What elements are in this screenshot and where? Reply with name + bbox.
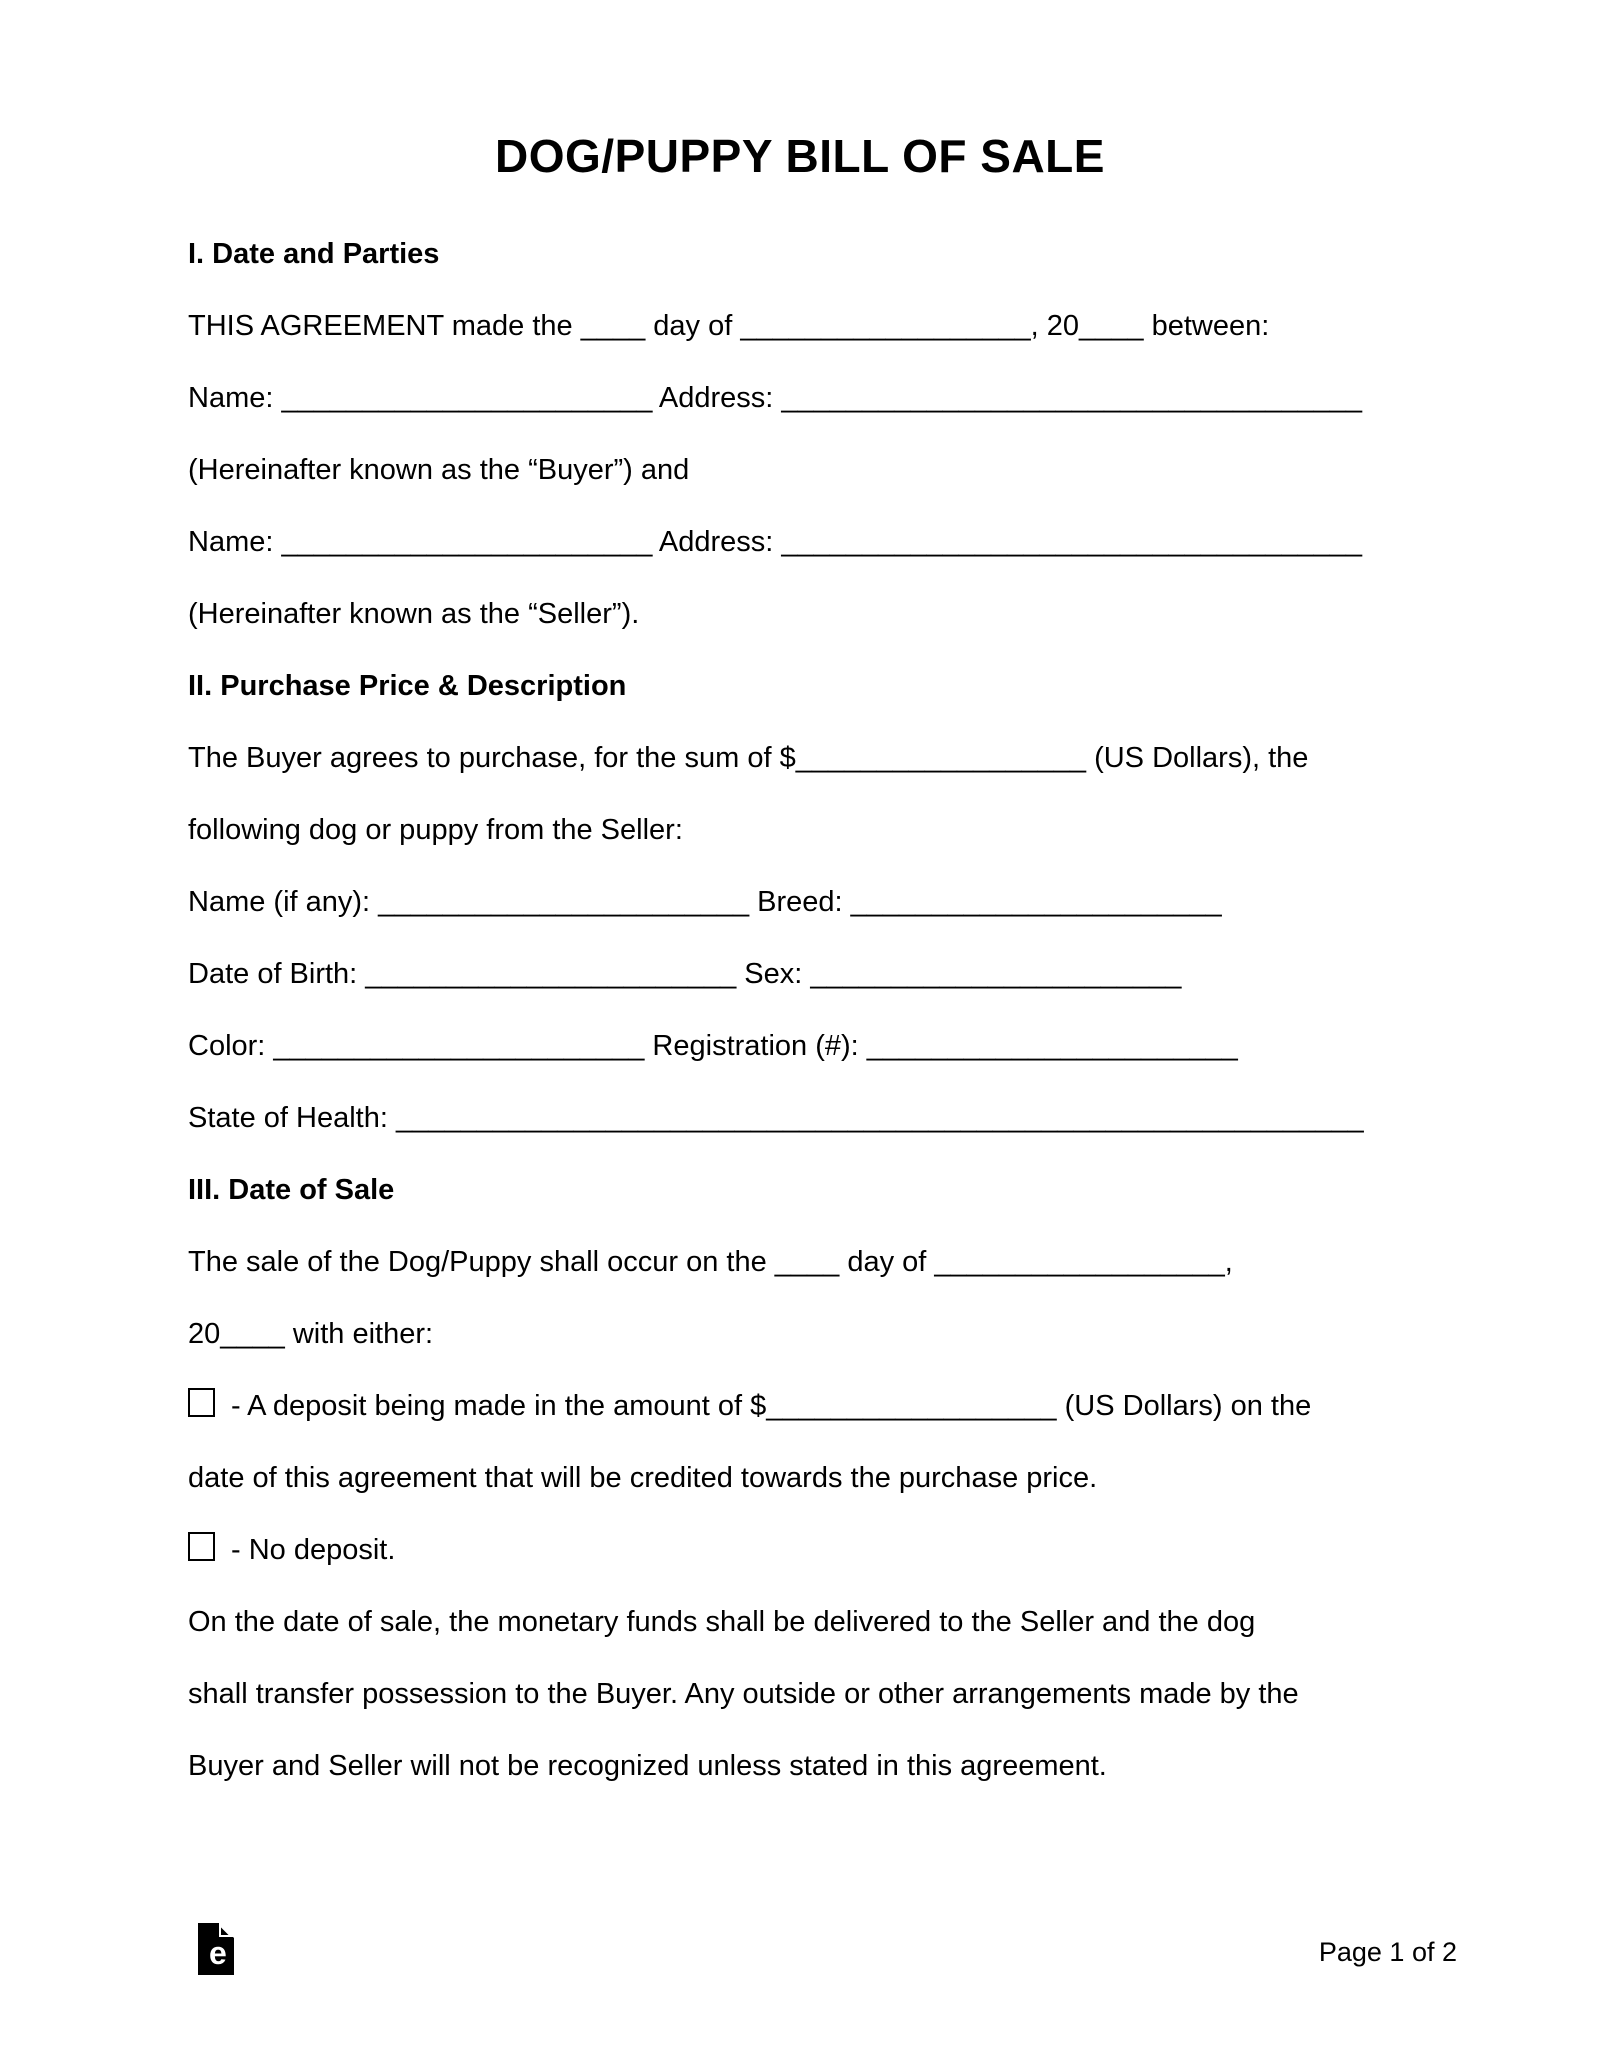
no-deposit-option-line [188,1514,1412,1586]
no-deposit-checkbox[interactable] [188,1532,215,1561]
buyer-name-address-line: Name: _______________________ Address: ____________________________________ [188,382,1363,414]
sale-date-line-1: The sale of the Dog/Puppy shall occur on the ____ day of __________________, [188,1246,1233,1278]
section-1-heading: I. Date and Parties [188,238,440,270]
eforms-logo-icon [198,1923,234,1975]
dog-color-registration-line: Color: _______________________ Registration (#): _______________________ [188,1030,1238,1062]
section-3-heading: III. Date of Sale [188,1174,395,1206]
buyer-note-line: (Hereinafter known as the “Buyer”) and [188,454,690,486]
seller-note-line: (Hereinafter known as the “Seller”). [188,598,640,630]
deposit-checkbox[interactable] [188,1388,215,1417]
dog-health-line: State of Health: ____________________________________________________________ [188,1102,1364,1134]
purchase-price-line-1: The Buyer agrees to purchase, for the sum of $__________________ (US Dollars), the [188,742,1309,774]
deposit-option-line [188,1370,1412,1442]
dog-name-breed-line: Name (if any): _______________________ Breed: _______________________ [188,886,1222,918]
purchase-price-line-2: following dog or puppy from the Seller: [188,814,683,846]
closing-paragraph-line-1: On the date of sale, the monetary funds shall be delivered to the Seller and the dog [188,1606,1256,1638]
sale-date-line-2: 20____ with either: [188,1318,434,1350]
deposit-option-text: - A deposit being made in the amount of $__________________ (US Dollars) on the [231,1390,1312,1422]
deposit-option-wrap-line: date of this agreement that will be credited towards the purchase price. [188,1462,1098,1494]
agreement-date-line: THIS AGREEMENT made the ____ day of __________________, 20____ between: [188,310,1270,342]
no-deposit-option-text: - No deposit. [231,1534,396,1566]
document-body [188,120,1412,1802]
section-2-heading: II. Purchase Price & Description [188,670,627,702]
closing-paragraph-line-2: shall transfer possession to the Buyer. Any outside or other arrangements made by the [188,1678,1299,1710]
seller-name-address-line: Name: _______________________ Address: ____________________________________ [188,526,1363,558]
page-indicator: Page 1 of 2 [1318,1937,1457,1967]
dog-dob-sex-line: Date of Birth: _______________________ Sex: _______________________ [188,958,1182,990]
closing-paragraph-line-3: Buyer and Seller will not be recognized unless stated in this agreement. [188,1750,1107,1782]
page-title: DOG/PUPPY BILL OF SALE [495,130,1105,182]
eforms-logo-letter: e [209,1935,227,1971]
